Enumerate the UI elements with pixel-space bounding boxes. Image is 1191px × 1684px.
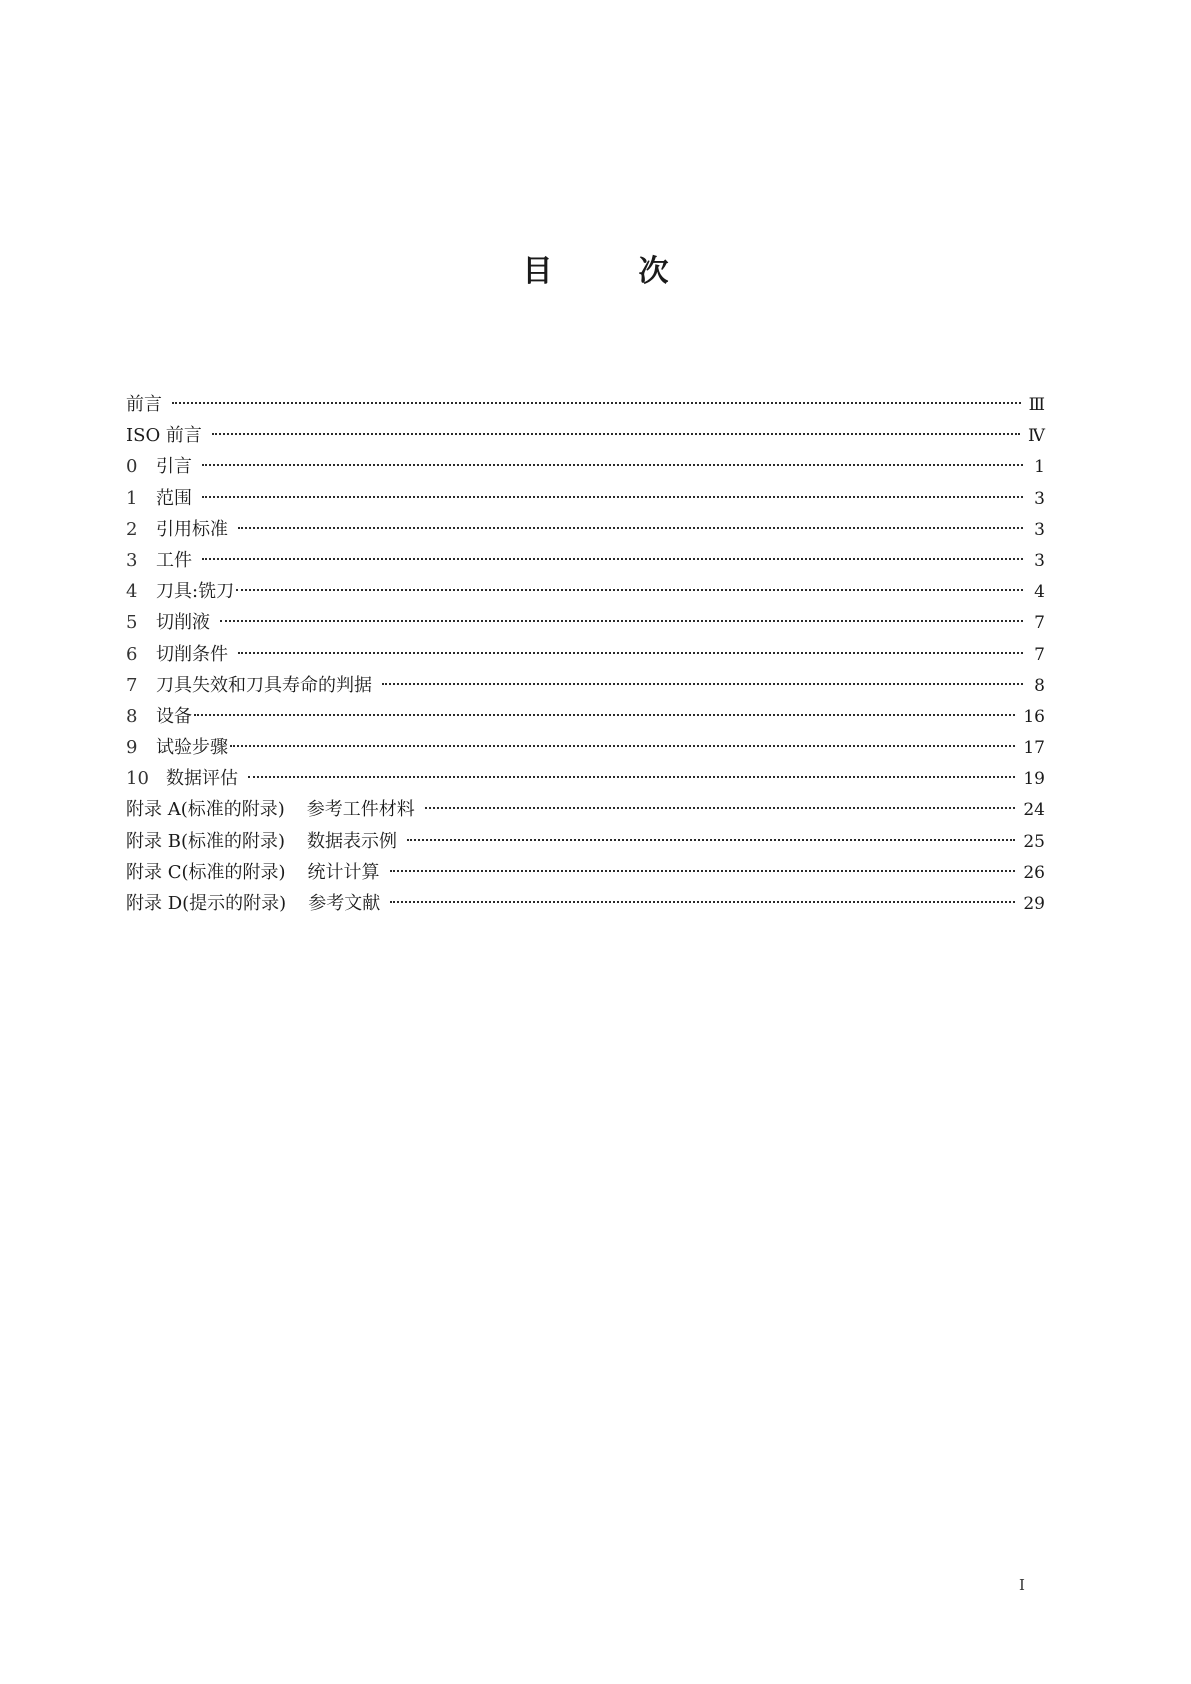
toc-entry-label: 引用标准 [156, 518, 228, 540]
toc-leader-dots [236, 589, 1023, 591]
toc-entry-label [126, 826, 397, 857]
toc-leader-dots [407, 839, 1015, 841]
toc-entry-annex-b[interactable] [126, 826, 1045, 857]
toc-entry-label [126, 857, 380, 888]
toc-entry-label: 设备 [156, 705, 192, 727]
toc-entry-page: 29 [1023, 894, 1045, 914]
toc-entry-test-procedure[interactable] [126, 732, 1045, 763]
toc-leader-dots [194, 714, 1015, 716]
toc-entry-number: 0 [126, 456, 138, 478]
toc-entry-label: 数据评估 [166, 768, 238, 790]
toc-entry-page: 7 [1034, 613, 1045, 634]
toc-entry-page: 4 [1034, 582, 1045, 603]
toc-entry-label: 试验步骤 [156, 737, 228, 759]
toc-entry-page: 8 [1034, 675, 1045, 696]
toc-entry-data-evaluation[interactable] [126, 763, 1045, 794]
toc-entry-number: 10 [126, 768, 149, 790]
toc-entry-label: 刀具失效和刀具寿命的判据 [156, 674, 372, 696]
page-title [0, 252, 1191, 292]
title-char-2: 次 [638, 254, 669, 289]
toc-entry-number: 7 [126, 674, 138, 696]
toc-leader-dots [172, 402, 1021, 404]
toc-entry-tool-milling-cutter[interactable] [126, 576, 1045, 607]
toc-leader-dots [220, 620, 1023, 622]
toc-leader-dots [238, 527, 1023, 529]
toc-entry-label: ISO 前言 [126, 425, 202, 447]
toc-entry-annex-d[interactable] [126, 888, 1045, 919]
toc-leader-dots [202, 464, 1023, 466]
toc-entry-number: 2 [126, 518, 138, 540]
toc-entry-number: 9 [126, 737, 138, 759]
toc-leader-dots [238, 652, 1023, 654]
annex-title: 附录 C(标准的附录) [126, 861, 286, 883]
toc-entry-page: 16 [1023, 706, 1045, 727]
toc-entry-label: 刀具:铣刀 [156, 581, 235, 603]
toc-entry-page: 19 [1023, 769, 1045, 790]
toc-entry-annex-c[interactable] [126, 857, 1045, 888]
toc-leader-dots [212, 433, 1020, 435]
toc-entry-label: 切削条件 [156, 643, 228, 665]
toc-leader-dots [202, 496, 1023, 498]
annex-title: 附录 D(提示的附录) [126, 893, 287, 914]
annex-subject: 数据表示例 [307, 830, 397, 852]
annex-subject: 参考文献 [308, 893, 381, 914]
toc-leader-dots [248, 776, 1015, 778]
toc-entry-introduction[interactable] [126, 451, 1045, 482]
toc-entry-page: 3 [1034, 488, 1045, 509]
toc-entry-workpiece[interactable] [126, 545, 1045, 576]
toc-entry-page: Ⅳ [1028, 426, 1045, 447]
toc-entry-normative-references[interactable] [126, 514, 1045, 545]
toc-entry-page: 7 [1034, 644, 1045, 665]
toc-entry-number: 4 [126, 581, 138, 603]
toc-leader-dots [230, 745, 1015, 747]
toc-entry-foreword[interactable] [126, 389, 1045, 420]
toc-entry-label [126, 794, 415, 825]
toc-entry-iso-foreword[interactable] [126, 420, 1045, 451]
toc-entry-cutting-conditions[interactable] [126, 639, 1045, 670]
annex-title: 附录 A(标准的附录) [126, 799, 285, 821]
toc-entry-page: 26 [1023, 862, 1045, 883]
toc-entry-label: 切削液 [156, 612, 210, 634]
toc-leader-dots [202, 558, 1023, 560]
table-of-contents [126, 389, 1045, 919]
toc-entry-page: 3 [1034, 519, 1045, 540]
toc-entry-equipment[interactable] [126, 701, 1045, 732]
toc-entry-cutting-fluid[interactable] [126, 607, 1045, 638]
toc-entry-label: 引言 [156, 456, 192, 478]
toc-entry-scope[interactable] [126, 483, 1045, 514]
toc-entry-number: 8 [126, 705, 138, 727]
toc-entry-number: 6 [126, 643, 138, 665]
toc-entry-page: Ⅲ [1028, 395, 1045, 415]
toc-entry-number: 1 [126, 487, 138, 509]
toc-leader-dots [382, 683, 1023, 685]
toc-entry-page: 17 [1023, 738, 1045, 759]
annex-title: 附录 B(标准的附录) [126, 830, 285, 852]
toc-entry-number: 5 [126, 612, 138, 634]
toc-leader-dots [390, 870, 1016, 872]
toc-entry-page: 25 [1023, 831, 1045, 852]
toc-entry-label: 前言 [126, 394, 162, 415]
toc-entry-page: 1 [1034, 457, 1045, 478]
toc-entry-number: 3 [126, 549, 138, 571]
annex-subject: 参考工件材料 [306, 799, 415, 821]
toc-entry-label: 范围 [156, 487, 192, 509]
toc-entry-page: 24 [1023, 800, 1045, 821]
toc-entry-annex-a[interactable] [126, 794, 1045, 825]
annex-subject: 统计计算 [307, 861, 380, 883]
toc-leader-dots [390, 901, 1015, 903]
title-char-1: 目 [522, 254, 553, 289]
toc-entry-label: 工件 [156, 549, 192, 571]
toc-entry-page: 3 [1034, 550, 1045, 571]
toc-entry-label [126, 888, 380, 919]
page-number: I [1019, 1576, 1025, 1594]
toc-leader-dots [425, 807, 1016, 809]
toc-entry-tool-failure-criteria[interactable] [126, 670, 1045, 701]
